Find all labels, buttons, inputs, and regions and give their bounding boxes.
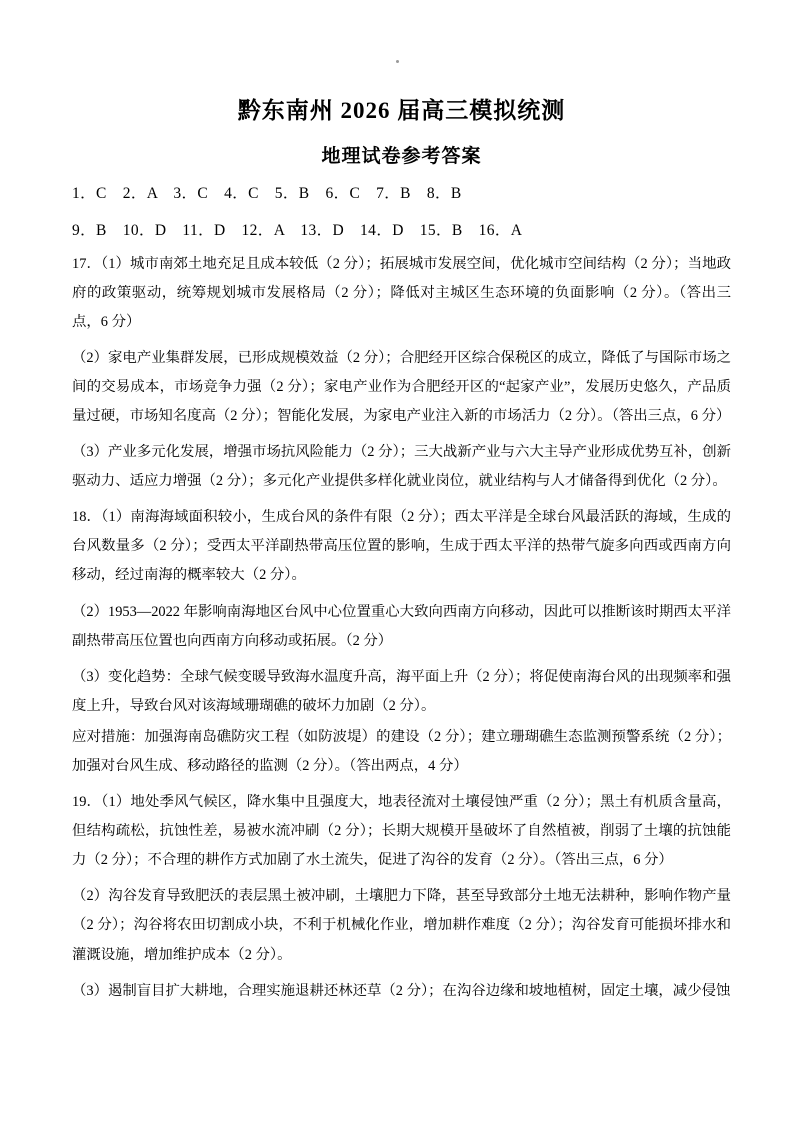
page-subtitle: 地理试卷参考答案: [321, 146, 482, 167]
answer-paragraph-19-3: （3）遏制盲目扩大耕地，合理实施退耕还林还草（2 分）；在沟谷边缘和坡地植树，固定土壤，减少侵蚀: [72, 982, 731, 999]
answer-paragraph-17-3: （3）产业多元化发展，增强市场抗风险能力（2 分）；三大战新产业与六大主导产业形成优势互补，创新驱动力、适应力增强（2 分）；多元化产业提供多样化就业岗位，就业结构与人才储备得到优化（2 分）。: [72, 444, 731, 490]
answer-paragraph-18-3-measures: 应对措施：加强海南岛礁防灾工程（如防波堤）的建设（2 分）；建立珊瑚礁生态监测预警系统（2 分）；加强对台风生成、移动路径的监测（2 分）。（答出两点，4 分）: [72, 728, 731, 774]
answer-paragraph-17-2: （2）家电产业集群发展，已形成规模效益（2 分）；合肥经开区综合保税区的成立，降低了与国际市场之间的交易成本，市场竞争力强（2 分）；家电产业作为合肥经开区的“起家产业”，发展历史悠久，产品质量过硬，市场知名度高（2 分）；智能化发展，为家电产业注入新的市场活力（2 分）。（答出三点，6 分）: [72, 349, 731, 424]
answer-paragraph-18-1: 18．（1）南海海域面积较小，生成台风的条件有限（2 分）；西太平洋是全球台风最活跃的海域，生成的台风数量多（2 分）；受西太平洋副热带高压位置的影响，生成于西太平洋的热带气旋多向西或西南方向移动，经过南海的概率较大（2 分）。: [72, 509, 731, 584]
answer-paragraph-17-1: 17．（1）城市南郊土地充足且成本较低（2 分）；拓展城市发展空间，优化城市空间结构（2 分）；当地政府的政策驱动，统筹规划城市发展格局（2 分）；降低对主城区生态环境的负面影响（2 分）。（答出三点，6 分）: [72, 255, 731, 330]
answer-paragraph-18-2: （2）1953—2022 年影响南海地区台风中心位置重心大致向西南方向移动，因此可以推断该时期西太平洋副热带高压位置也向西南方向移动或拓展。（2 分）: [72, 603, 731, 649]
answer-paragraph-18-3: （3）变化趋势：全球气候变暖导致海水温度升高，海平面上升（2 分）；将促使南海台风的出现频率和强度上升，导致台风对该海域珊瑚礁的破坏力加剧（2 分）。: [72, 668, 731, 714]
answer-paragraph-19-2: （2）沟谷发育导致肥沃的表层黑土被冲刷，土壤肥力下降，甚至导致部分土地无法耕种，影响作物产量（2 分）；沟谷将农田切割成小块，不利于机械化作业，增加耕作难度（2 分）；沟谷发育可能损坏排水和灌溉设施，增加维护成本（2 分）。: [72, 888, 731, 963]
page-title: 黔东南州 2026 届高三模拟统测: [237, 98, 566, 123]
choice-answers-row-1: 1．C 2．A 3．C 4．C 5．B 6．C 7．B 8．B: [72, 185, 462, 202]
answer-paragraph-19-1: 19．（1）地处季风气候区，降水集中且强度大，地表径流对土壤侵蚀严重（2 分）；黑土有机质含量高，但结构疏松，抗蚀性差，易被水流冲刷（2 分）；长期大规模开垦破坏了自然植被，削弱了土壤的抗蚀能力（2 分）；不合理的耕作方式加剧了水土流失，促进了沟谷的发育（2 分）。（答出三点，6 分）: [72, 794, 731, 869]
page-mark-dot: [396, 60, 399, 63]
choice-answers-row-2: 9．B 10．D 11．D 12．A 13．D 14．D 15．B 16．A: [72, 222, 523, 240]
